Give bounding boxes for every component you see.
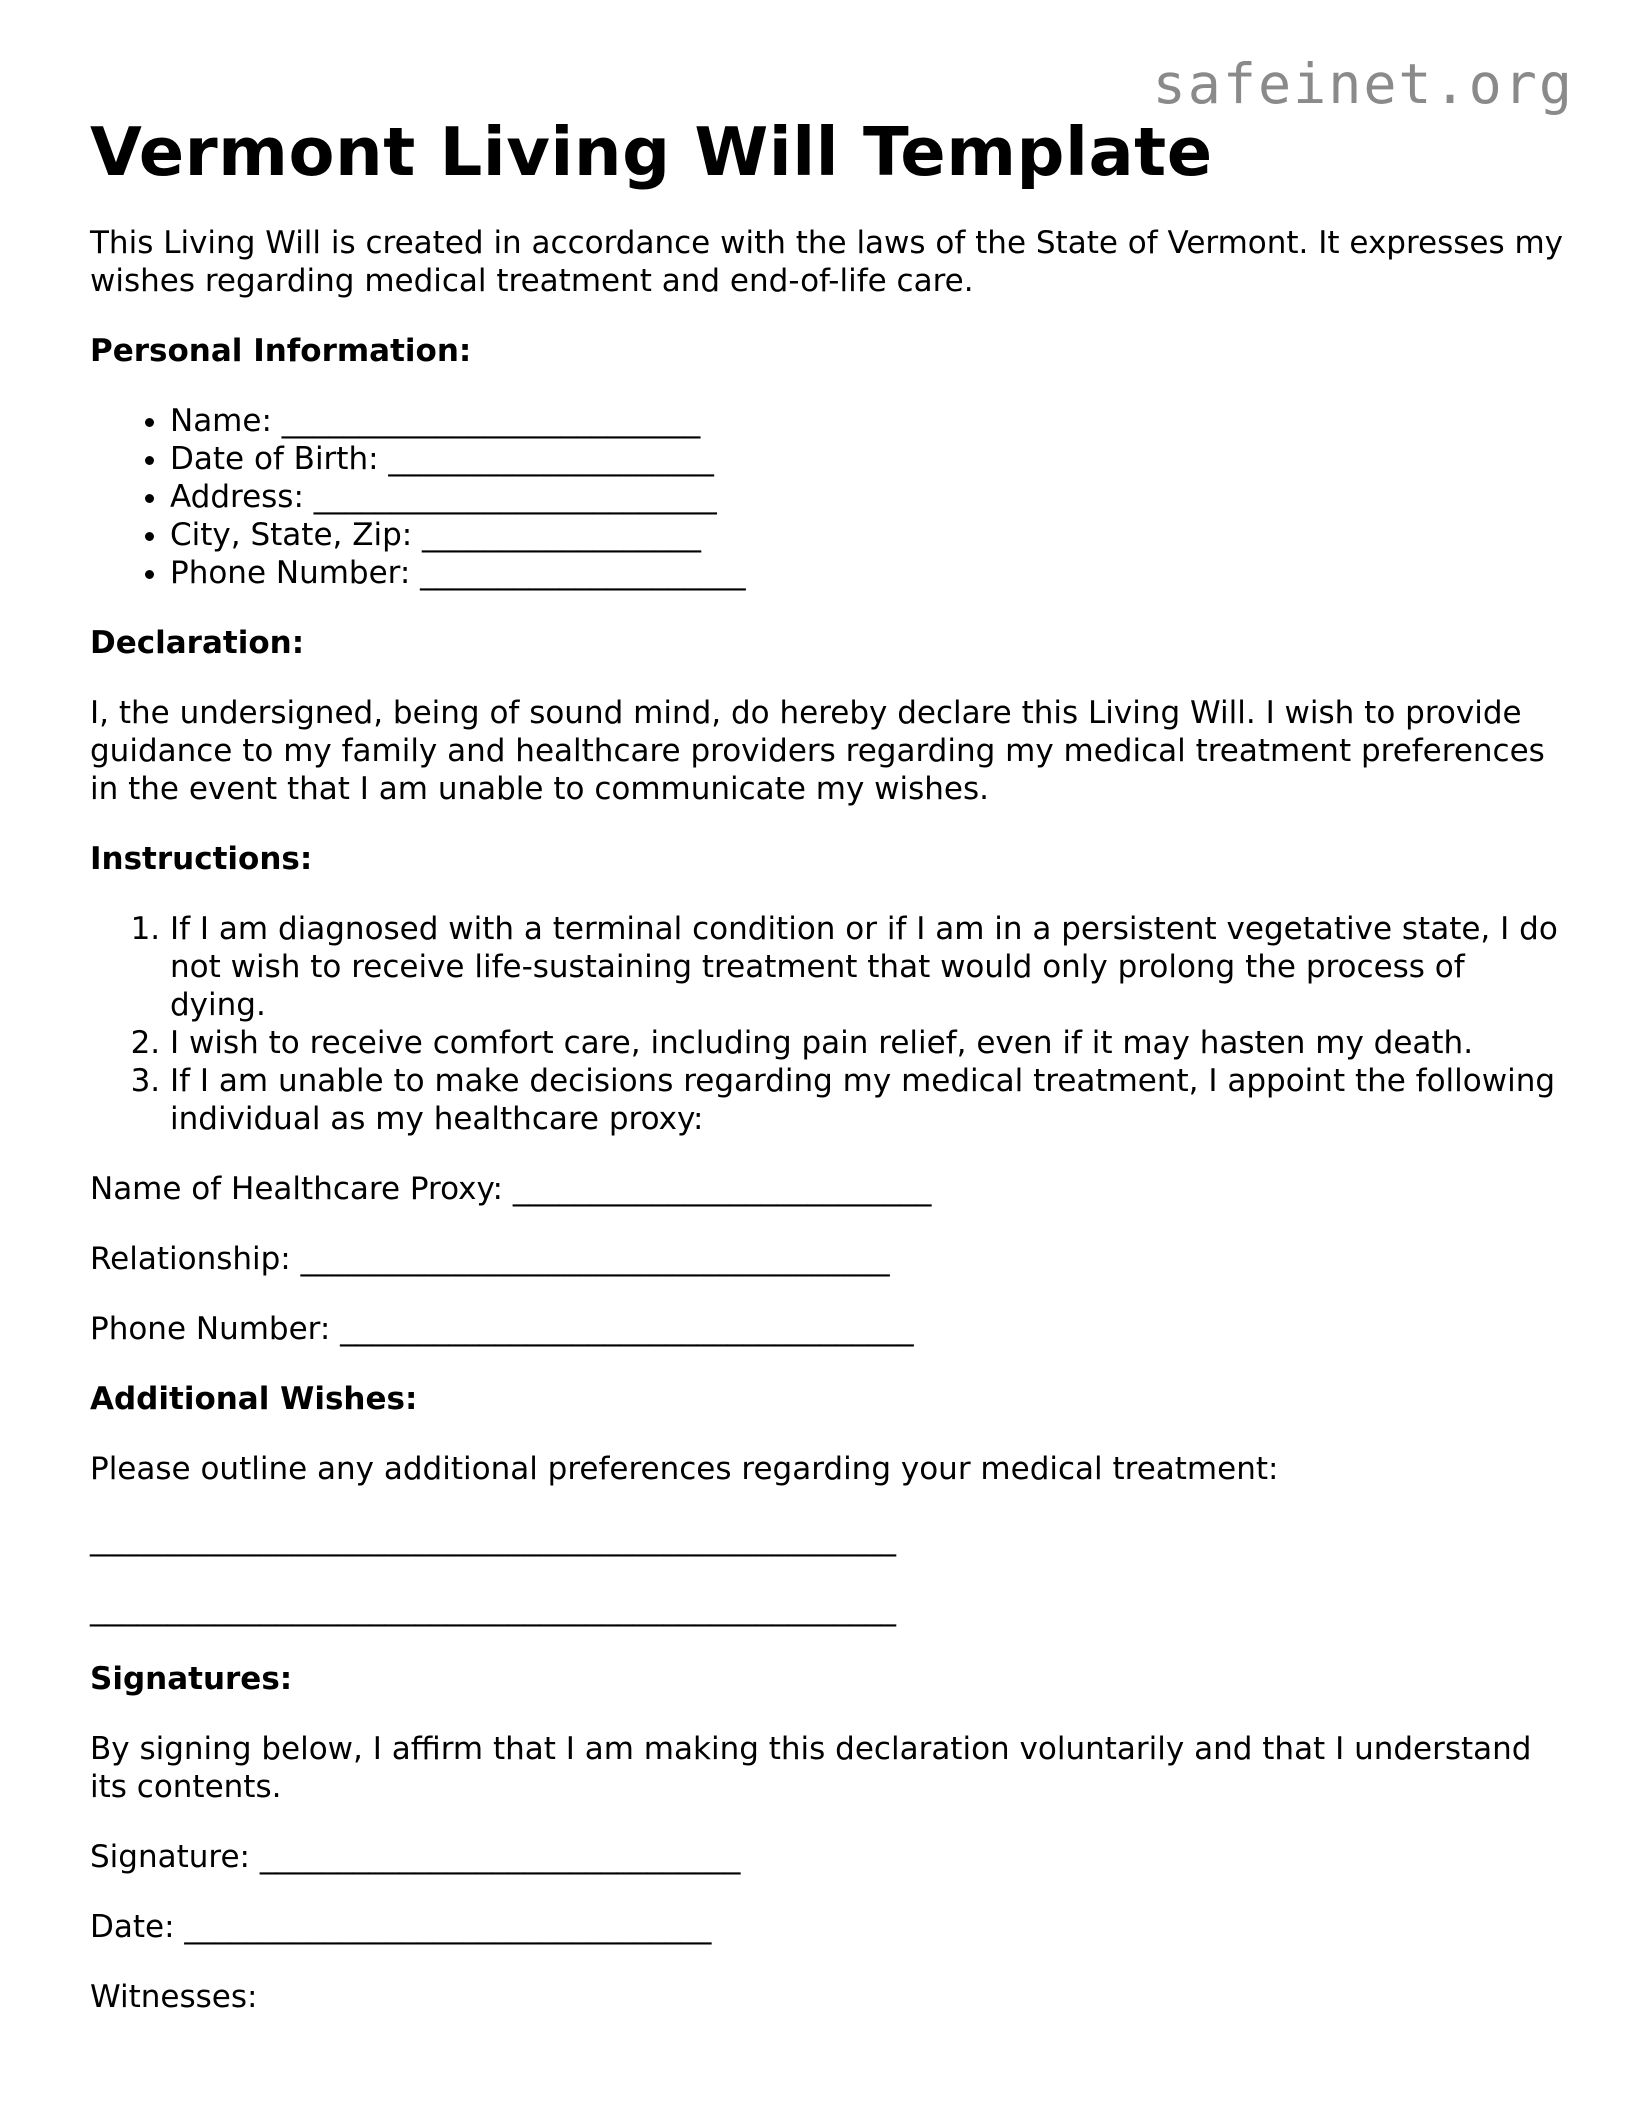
signature-field: Signature: _______________________________	[90, 1839, 741, 1875]
declaration-heading: Declaration:	[90, 625, 305, 661]
additional-wishes-line: ____________________________________________________	[90, 1521, 896, 1557]
date-field: Date: __________________________________	[90, 1909, 712, 1945]
instruction-item: 2. I wish to receive comfort care, including pain relief, even if it may hasten my death.	[170, 1024, 1570, 1062]
watermark: safeinet.org	[1152, 52, 1574, 116]
additional-wishes-line: ____________________________________________________	[90, 1591, 896, 1627]
page-title: Vermont Living Will Template	[90, 113, 1213, 191]
additional-wishes-heading: Additional Wishes:	[90, 1381, 418, 1417]
document-page	[90, 110, 1570, 2016]
intro-paragraph: This Living Will is created in accordance with the laws of the State of Vermont. It expresses my wishes regarding medical treatment and end-of-life care.	[90, 225, 1564, 299]
instruction-item: 1. If I am diagnosed with a terminal condition or if I am in a persistent vegetative state, I do not wish to receive life-sustaining treatment that would only prolong the process of dying.	[170, 910, 1570, 1024]
instructions-heading: Instructions:	[90, 841, 313, 877]
proxy-phone-field: Phone Number: _____________________________________	[90, 1311, 914, 1347]
signatures-heading: Signatures:	[90, 1661, 293, 1697]
declaration-paragraph: I, the undersigned, being of sound mind, do hereby declare this Living Will. I wish to provide guidance to my family and healthcare providers regarding my medical treatment preferences in the event that I am unable to communicate my wishes.	[90, 695, 1545, 807]
list-item-address: • Address: __________________________	[170, 478, 1570, 516]
instruction-item: 3. If I am unable to make decisions regarding my medical treatment, I appoint the following individual as my healthcare proxy:	[170, 1062, 1570, 1138]
signatures-paragraph: By signing below, I affirm that I am making this declaration voluntarily and that I understand its contents.	[90, 1731, 1532, 1805]
personal-info-list	[90, 402, 1570, 592]
instructions-list	[90, 910, 1570, 1138]
list-item-dob: • Date of Birth: _____________________	[170, 440, 1570, 478]
additional-wishes-prompt: Please outline any additional preferences regarding your medical treatment:	[90, 1451, 1279, 1487]
proxy-relationship-field: Relationship: ______________________________________	[90, 1241, 890, 1277]
list-item-phone: • Phone Number: _____________________	[170, 554, 1570, 592]
proxy-name-field: Name of Healthcare Proxy: ___________________________	[90, 1171, 932, 1207]
list-item-name: • Name: ___________________________	[170, 402, 1570, 440]
witnesses-label: Witnesses:	[90, 1979, 258, 2015]
list-item-city-state-zip: • City, State, Zip: __________________	[170, 516, 1570, 554]
personal-info-heading: Personal Information:	[90, 333, 472, 369]
